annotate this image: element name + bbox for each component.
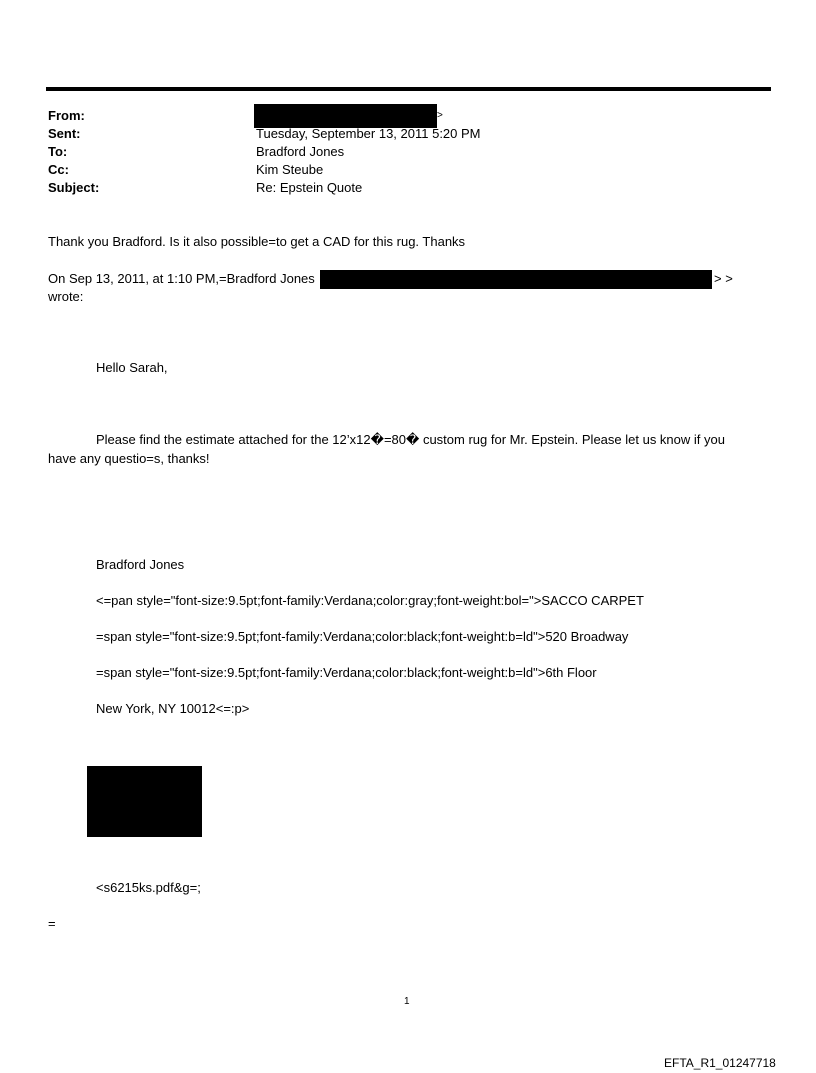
attachment-link[interactable]: <s6215ks.pdf&g=; [96, 880, 201, 895]
sent-label: Sent: [48, 126, 81, 141]
subject-value: Re: Epstein Quote [256, 180, 363, 195]
estimate-line-2: have any questio=s, thanks! [48, 451, 210, 466]
signature-floor: =span style="font-size:9.5pt;font-family:Verdana;color:black;font-weight:b=ld">6th Floor [96, 665, 597, 680]
from-value-tail: > [437, 110, 443, 121]
signature-city: New York, NY 10012<=:p> [96, 701, 250, 716]
reply-line: Thank you Bradford. Is it also possible=to get a CAD for this rug. Thanks [48, 234, 466, 249]
subject-label: Subject: [48, 180, 100, 195]
quote-intro-prefix: On Sep 13, 2011, at 1:10 PM,=Bradford Jones [48, 271, 315, 286]
to-label: To: [48, 144, 68, 159]
document-id: EFTA_R1_01247718 [664, 1056, 776, 1070]
to-value: Bradford Jones [256, 144, 345, 159]
quote-intro-wrap: wrote: [48, 289, 84, 304]
cc-value: Kim Steube [256, 162, 324, 177]
cc-label: Cc: [48, 162, 69, 177]
trailing-mark: = [48, 916, 56, 931]
redaction-image [87, 766, 202, 837]
redaction-email [320, 270, 712, 289]
sent-value: Tuesday, September 13, 2011 5:20 PM [256, 126, 481, 141]
redaction-from [254, 104, 437, 128]
signature-street: =span style="font-size:9.5pt;font-family:Verdana;color:black;font-weight:b=ld">520 Broadway [96, 629, 629, 644]
quote-intro-suffix: > > [714, 271, 733, 286]
signature-name: Bradford Jones [96, 557, 185, 572]
from-label: From: [48, 108, 85, 123]
header-rule [46, 87, 771, 91]
page-number: 1 [404, 996, 410, 1007]
estimate-line-1: Please find the estimate attached for the 12’x12�=80� custom rug for Mr. Epstein. Please let us know if you [96, 432, 725, 447]
signature-company: <=pan style="font-size:9.5pt;font-family:Verdana;color:gray;font-weight:bol=">SACCO CARPET [96, 593, 644, 608]
greeting: Hello Sarah, [96, 360, 168, 375]
